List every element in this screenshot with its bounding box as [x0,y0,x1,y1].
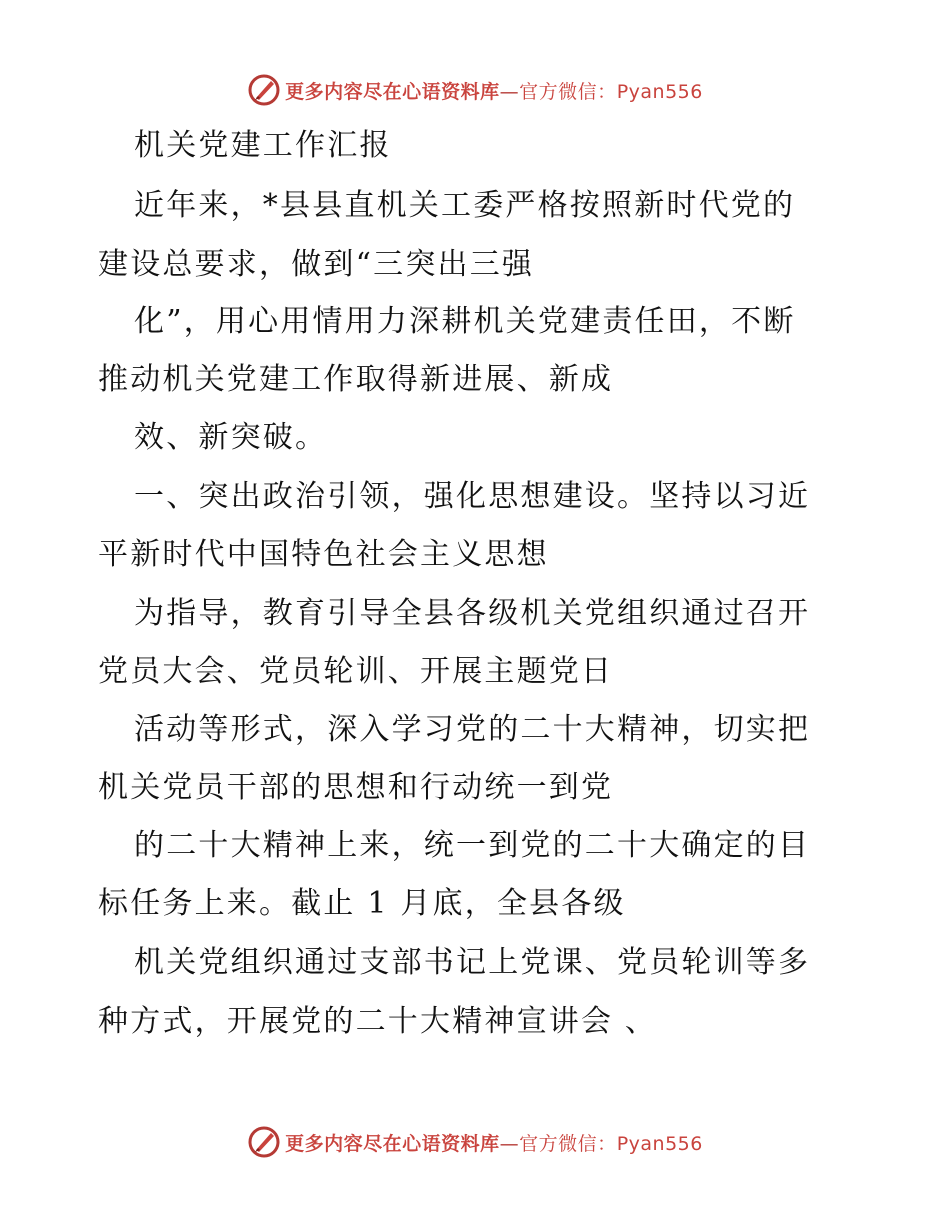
footer-banner [0,1120,950,1164]
paragraph-line: 效、新突破。 [134,420,328,455]
paragraph-line: 化”，用心用情用力深耕机关党建责任田，不断 [134,304,796,339]
paragraph-line: 平新时代中国特色社会主义思想 [98,537,549,572]
paragraph-line: 为指导，教育引导全县各级机关党组织通过召开 [134,596,811,631]
paragraph-line: 推动机关党建工作取得新进展、新成 [98,362,614,397]
banner-account-label: 官方微信： [519,80,617,103]
paragraph-line: 机关党员干部的思想和行动统一到党 [98,770,614,805]
paragraph-line: 标任务上来。截止 1 月底，全县各级 [98,886,626,921]
paragraph-line: 的二十大精神上来，统一到党的二十大确定的目 [134,828,811,863]
paragraph-line: 近年来，*县县直机关工委严格按照新时代党的 [134,188,796,223]
banner-account-handle: Pyan556 [616,1132,703,1155]
banner-account-label: 官方微信： [519,1132,617,1155]
document-title: 机关党建工作汇报 [134,128,392,163]
paragraph-line: 党员大会、党员轮训、开展主题党日 [98,654,614,689]
banner-text [285,1129,703,1156]
banner-separator: — [499,1132,520,1155]
quill-seal-logo-icon [247,73,281,107]
paragraph-line: 机关党组织通过支部书记上党课、党员轮训等多 [134,945,811,980]
paragraph-line: 种方式，开展党的二十大精神宣讲会 、 [98,1004,658,1039]
banner-promo: 更多内容尽在心语资料库 [285,80,500,103]
paragraph-line: 活动等形式，深入学习党的二十大精神，切实把 [134,712,811,747]
banner-account-handle: Pyan556 [616,80,703,103]
quill-seal-logo-icon [247,1125,281,1159]
banner-text [285,77,703,104]
header-banner [0,68,950,112]
banner-separator: — [499,80,520,103]
paragraph-line: 建设总要求，做到“三突出三强 [98,247,535,282]
banner-promo: 更多内容尽在心语资料库 [285,1132,500,1155]
paragraph-line: 一、突出政治引领，强化思想建设。坚持以习近 [134,479,811,514]
